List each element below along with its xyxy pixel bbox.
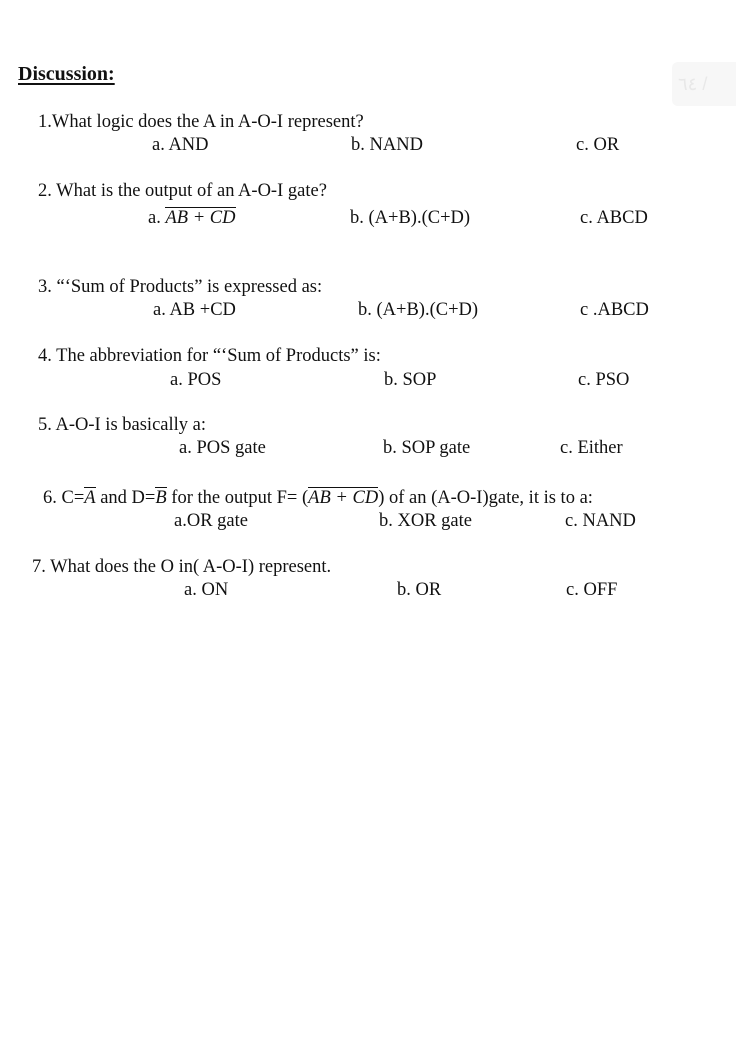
q5-option-b: b. SOP gate <box>383 438 471 458</box>
q2-option-b: b. (A+B).(C+D) <box>350 208 471 228</box>
question-2: 2. What is the output of an A-O-I gate? <box>38 181 327 201</box>
question-4: 4. The abbreviation for “‘Sum of Products” is: <box>38 346 381 366</box>
q3-option-a: a. AB +CD <box>153 300 236 320</box>
q7-option-b: b. OR <box>397 580 442 600</box>
q2-option-c: c. ABCD <box>580 208 648 228</box>
q2-option-a-prefix: a. <box>148 208 161 228</box>
q3-option-b: b. (A+B).(C+D) <box>358 300 479 320</box>
q4-option-b: b. SOP <box>384 370 437 390</box>
q6-var-a-bar: A <box>84 488 96 508</box>
question-1: 1.What logic does the A in A-O-I represent? <box>38 112 364 132</box>
q4-option-a: a. POS <box>170 370 222 390</box>
q7-option-c: c. OFF <box>566 580 618 600</box>
watermark-stamp: ٦٤ / <box>672 62 736 106</box>
question-7: 7. What does the O in( A-O-I) represent. <box>32 557 332 577</box>
q7-option-a: a. ON <box>184 580 229 600</box>
q6-option-a: a.OR gate <box>174 511 248 531</box>
q1-option-b: b. NAND <box>351 135 423 155</box>
question-3: 3. “‘Sum of Products” is expressed as: <box>38 277 323 297</box>
page-heading: Discussion: <box>18 63 115 85</box>
q6-mid: and D= <box>95 488 156 508</box>
question-6 <box>43 489 593 508</box>
q3-option-c: c .ABCD <box>580 300 649 320</box>
q6-var-b-bar: B <box>155 488 167 508</box>
q5-option-a: a. POS gate <box>179 438 266 458</box>
q2-option-a <box>148 209 236 228</box>
q6-expression: AB + CD <box>308 488 379 508</box>
q6-option-c: c. NAND <box>565 511 636 531</box>
q6-prefix: 6. C= <box>43 488 85 508</box>
q6-suffix: ) of an (A-O-I)gate, it is to a: <box>378 488 593 508</box>
question-5: 5. A-O-I is basically a: <box>38 415 206 435</box>
q4-option-c: c. PSO <box>578 370 630 390</box>
q2-option-a-expression: AB + CD <box>165 208 236 228</box>
q5-option-c: c. Either <box>560 438 623 458</box>
q1-option-a: a. AND <box>152 135 209 155</box>
q1-option-c: c. OR <box>576 135 620 155</box>
q6-mid2: for the output F= ( <box>166 488 309 508</box>
q6-option-b: b. XOR gate <box>379 511 472 531</box>
